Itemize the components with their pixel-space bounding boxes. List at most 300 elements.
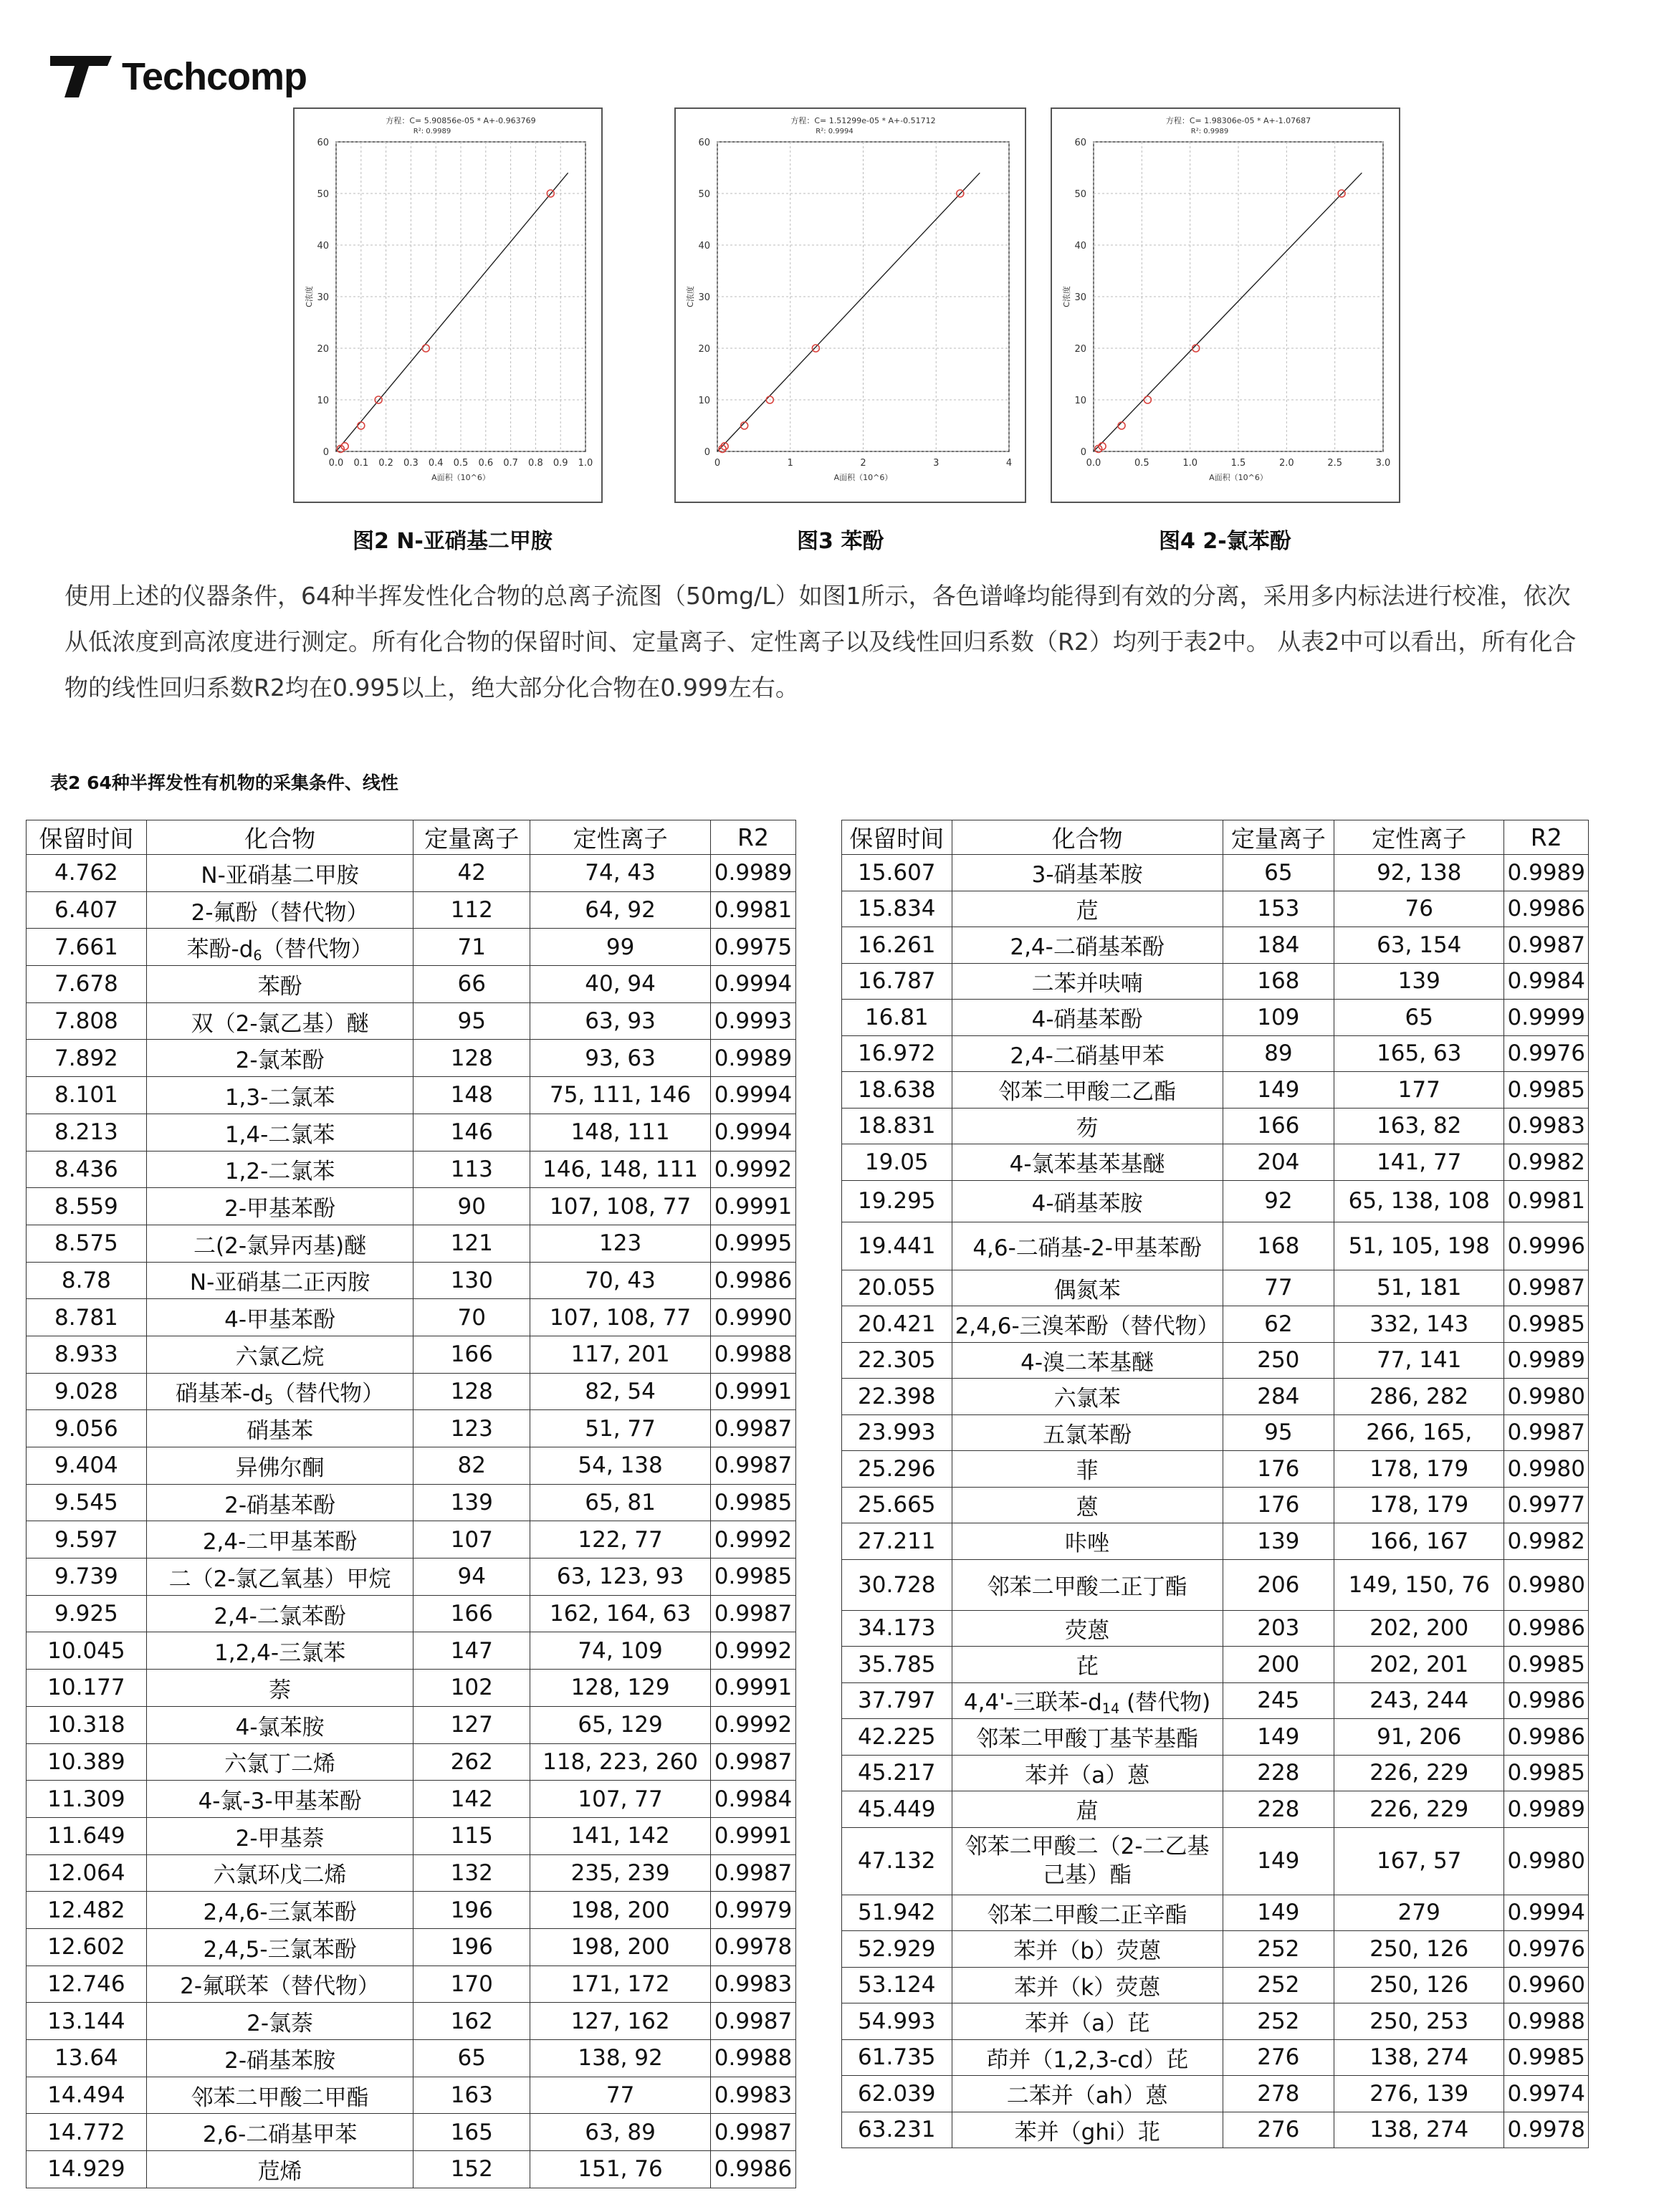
table-cell: 10.177 bbox=[27, 1670, 147, 1707]
table-cell: 六氯苯 bbox=[952, 1379, 1223, 1415]
table-cell: 1,3-二氯苯 bbox=[146, 1077, 413, 1114]
table-cell: 苯酚$-d_6$（替代物） bbox=[146, 929, 413, 966]
table-cell: 74, 109 bbox=[530, 1632, 711, 1670]
table-cell: 0.9989 bbox=[710, 1040, 795, 1077]
table-cell: 276, 139 bbox=[1334, 2076, 1504, 2112]
table-cell: 萘 bbox=[146, 1670, 413, 1707]
table-cell: 2-硝基苯酚 bbox=[146, 1484, 413, 1521]
table-cell: 63, 93 bbox=[530, 1002, 711, 1040]
table-cell: 65 bbox=[1334, 1000, 1504, 1036]
table-row bbox=[842, 1072, 1589, 1109]
table-row bbox=[842, 1306, 1589, 1343]
table-cell: 202, 200 bbox=[1334, 1610, 1504, 1647]
table-cell: 二(2-氯异丙基)醚 bbox=[146, 1225, 413, 1262]
table-cell: 0.9976 bbox=[1504, 1035, 1589, 1072]
x-tick-label: 1.5 bbox=[1230, 458, 1246, 469]
table-cell: 66 bbox=[413, 966, 530, 1003]
table-cell: 70, 43 bbox=[530, 1262, 711, 1299]
table-cell: 18.831 bbox=[842, 1108, 952, 1144]
table-cell: 332, 143 bbox=[1334, 1306, 1504, 1343]
table-row bbox=[27, 1299, 796, 1336]
table-cell: 0.9988 bbox=[710, 1336, 795, 1373]
table-cell: 102 bbox=[413, 1670, 530, 1707]
table-cell: 115 bbox=[413, 1817, 530, 1854]
table-cell: 51.942 bbox=[842, 1895, 952, 1931]
table-cell: 0.9985 bbox=[1504, 1755, 1589, 1791]
table-row bbox=[842, 1144, 1589, 1181]
table-cell: 262 bbox=[413, 1743, 530, 1781]
table-row bbox=[27, 1854, 796, 1892]
table-header-cell: 定量离子 bbox=[413, 820, 530, 855]
table-cell: 0.9985 bbox=[1504, 2039, 1589, 2076]
table-cell: 14.494 bbox=[27, 2077, 147, 2114]
y-tick-label: 10 bbox=[317, 396, 329, 406]
table-cell: 0.9983 bbox=[710, 1966, 795, 2003]
table-cell: 8.213 bbox=[27, 1114, 147, 1151]
table-cell: 4-甲基苯酚 bbox=[146, 1299, 413, 1336]
chart-equation: 方程：C= 5.90856e-05 * A+-0.963769 bbox=[386, 116, 536, 125]
table-cell: 9.545 bbox=[27, 1484, 147, 1521]
table-row bbox=[27, 1336, 796, 1373]
table-cell: 53.124 bbox=[842, 1967, 952, 2003]
table-cell: 23.993 bbox=[842, 1414, 952, 1451]
table-cell: 22.305 bbox=[842, 1342, 952, 1379]
table-cell: 0.9984 bbox=[710, 1781, 795, 1818]
table-row bbox=[27, 1077, 796, 1114]
table-cell: 22.398 bbox=[842, 1379, 952, 1415]
table-row bbox=[27, 1595, 796, 1632]
table-cell: 0.9989 bbox=[1504, 1342, 1589, 1379]
table-cell: 92 bbox=[1223, 1180, 1334, 1222]
y-tick-label: 50 bbox=[317, 189, 329, 200]
table-cell: 双（2-氯乙基）醚 bbox=[146, 1002, 413, 1040]
table-cell: 六氯环戊二烯 bbox=[146, 1854, 413, 1892]
table-cell: 250 bbox=[1223, 1342, 1334, 1379]
table-cell: 苯并（k）荧蒽 bbox=[952, 1967, 1223, 2003]
table-cell: 0.9986 bbox=[710, 2151, 795, 2188]
table-cell: 0.9986 bbox=[1504, 1682, 1589, 1719]
table-cell: 63.231 bbox=[842, 2112, 952, 2148]
table-cell: 139 bbox=[413, 1484, 530, 1521]
table-cell: 149 bbox=[1223, 1719, 1334, 1756]
table-cell: 4-硝基苯酚 bbox=[952, 1000, 1223, 1036]
table-header-row bbox=[842, 820, 1589, 855]
chart-r2: R²: 0.9989 bbox=[1190, 128, 1229, 135]
y-axis-label: C浓度 bbox=[305, 286, 314, 307]
table-cell: 2,4-二氯苯酚 bbox=[146, 1595, 413, 1632]
table-row bbox=[842, 963, 1589, 1000]
table-row bbox=[842, 1270, 1589, 1306]
table-cell: 0.9988 bbox=[710, 2040, 795, 2077]
table-cell: 4,4'-三联苯$-d_{14}$ (替代物) bbox=[952, 1682, 1223, 1719]
table-cell: 咔唑 bbox=[952, 1523, 1223, 1560]
table-cell: 149, 150, 76 bbox=[1334, 1559, 1504, 1610]
table-cell: 149 bbox=[1223, 1072, 1334, 1109]
table-row bbox=[27, 929, 796, 966]
table-cell: 130 bbox=[413, 1262, 530, 1299]
table-cell: 0.9989 bbox=[1504, 855, 1589, 891]
chart-n-nitrosodimethylamine bbox=[293, 107, 603, 503]
table-cell: 27.211 bbox=[842, 1523, 952, 1560]
table-cell: 2,4,6-三溴苯酚（替代物） bbox=[952, 1306, 1223, 1343]
table-header-row bbox=[27, 820, 796, 855]
table-cell: 蒽 bbox=[952, 1487, 1223, 1523]
table-cell: 70 bbox=[413, 1299, 530, 1336]
x-tick-label: 0.2 bbox=[378, 458, 393, 469]
table-cell: 0.9986 bbox=[1504, 1719, 1589, 1756]
table-cell: 93, 63 bbox=[530, 1040, 711, 1077]
table-cell: 45.449 bbox=[842, 1791, 952, 1828]
table-cell: 0.9978 bbox=[1504, 2112, 1589, 2148]
table-cell: 0.9995 bbox=[710, 1225, 795, 1262]
table-cell: 0.9991 bbox=[710, 1373, 795, 1410]
table-row bbox=[27, 1521, 796, 1559]
table-cell: 14.772 bbox=[27, 2114, 147, 2151]
table-row bbox=[27, 2077, 796, 2114]
table-cell: 0.9985 bbox=[1504, 1647, 1589, 1683]
table-cell: 0.9987 bbox=[710, 2003, 795, 2040]
table-cell: 9.056 bbox=[27, 1410, 147, 1447]
table-title: 表2 64种半挥发性有机物的采集条件、线性 bbox=[50, 772, 398, 793]
table-cell: 0.9992 bbox=[710, 1151, 795, 1188]
table-cell: 19.05 bbox=[842, 1144, 952, 1181]
x-tick-label: 4 bbox=[1005, 458, 1013, 469]
table-cell: 13.144 bbox=[27, 2003, 147, 2040]
table-cell: 菲 bbox=[952, 1451, 1223, 1488]
table-cell: 203 bbox=[1223, 1610, 1334, 1647]
y-tick-label: 20 bbox=[317, 344, 329, 355]
table-cell: 茚并（1,2,3-cd）芘 bbox=[952, 2039, 1223, 2076]
x-tick-label: 2.0 bbox=[1278, 458, 1294, 469]
table-cell: 90 bbox=[413, 1188, 530, 1225]
table-row bbox=[842, 1342, 1589, 1379]
table-cell: 235, 239 bbox=[530, 1854, 711, 1892]
table-cell: 0.9987 bbox=[710, 1410, 795, 1447]
table-cell: 10.318 bbox=[27, 1706, 147, 1743]
table-row bbox=[842, 1523, 1589, 1560]
table-cell: 165, 63 bbox=[1334, 1035, 1504, 1072]
table-cell: 141, 142 bbox=[530, 1817, 711, 1854]
x-tick-label: 0 bbox=[714, 458, 721, 469]
table-cell: 170 bbox=[413, 1966, 530, 2003]
table-cell: 284 bbox=[1223, 1379, 1334, 1415]
table-cell: 0.9987 bbox=[710, 1447, 795, 1485]
table-row bbox=[842, 2003, 1589, 2040]
table-cell: 162 bbox=[413, 2003, 530, 2040]
table-cell: 165 bbox=[413, 2114, 530, 2151]
table-cell: 82, 54 bbox=[530, 1373, 711, 1410]
table-cell: 0.9986 bbox=[1504, 891, 1589, 927]
table-cell: 邻苯二甲酸丁基苄基酯 bbox=[952, 1719, 1223, 1756]
chart-r2: R²: 0.9994 bbox=[816, 128, 854, 135]
table-cell: 243, 244 bbox=[1334, 1682, 1504, 1719]
table-cell: 74, 43 bbox=[530, 855, 711, 892]
table-cell: 2-氟酚（替代物） bbox=[146, 891, 413, 929]
y-tick-label: 60 bbox=[698, 138, 710, 148]
table-cell: 64, 92 bbox=[530, 891, 711, 929]
table-cell: 166 bbox=[413, 1336, 530, 1373]
table-cell: 151, 76 bbox=[530, 2151, 711, 2188]
table-cell: 176 bbox=[1223, 1487, 1334, 1523]
table-cell: 0.9991 bbox=[710, 1670, 795, 1707]
table-cell: 250, 126 bbox=[1334, 1931, 1504, 1968]
table-cell: 166, 167 bbox=[1334, 1523, 1504, 1560]
table-cell: 邻苯二甲酸二乙酯 bbox=[952, 1072, 1223, 1109]
table-cell: 51, 105, 198 bbox=[1334, 1222, 1504, 1270]
table-cell: 0.9977 bbox=[1504, 1487, 1589, 1523]
table-cell: 19.295 bbox=[842, 1180, 952, 1222]
table-cell: 12.602 bbox=[27, 1928, 147, 1966]
table-cell: 42.225 bbox=[842, 1719, 952, 1756]
table-cell: 13.64 bbox=[27, 2040, 147, 2077]
table-cell: 0.9974 bbox=[1504, 2076, 1589, 2112]
table-cell: 0.9985 bbox=[1504, 1072, 1589, 1109]
table-cell: 40, 94 bbox=[530, 966, 711, 1003]
x-tick-label: 0.8 bbox=[528, 458, 543, 469]
table-cell: 128 bbox=[413, 1040, 530, 1077]
table-row bbox=[27, 1781, 796, 1818]
table-cell: 177 bbox=[1334, 1072, 1504, 1109]
table-row bbox=[842, 927, 1589, 964]
table-cell: 4-氯-3-甲基苯酚 bbox=[146, 1781, 413, 1818]
figure-caption: 图3 苯酚 bbox=[797, 529, 884, 554]
techcomp-logo-icon bbox=[50, 52, 116, 102]
table-cell: 196 bbox=[413, 1892, 530, 1929]
table-cell: 0.9980 bbox=[1504, 1379, 1589, 1415]
table-cell: 0.9991 bbox=[710, 1817, 795, 1854]
table-cell: 荧蒽 bbox=[952, 1610, 1223, 1647]
table-cell: 0.9992 bbox=[710, 1521, 795, 1559]
table-row bbox=[842, 2039, 1589, 2076]
table-cell: 63, 123, 93 bbox=[530, 1559, 711, 1596]
table-cell: 107, 108, 77 bbox=[530, 1299, 711, 1336]
table-cell: 0.9999 bbox=[1504, 1000, 1589, 1036]
table-cell: 邻苯二甲酸二甲酯 bbox=[146, 2077, 413, 2114]
table-cell: 226, 229 bbox=[1334, 1791, 1504, 1828]
table-header-cell: R2 bbox=[1504, 820, 1589, 855]
table-row bbox=[27, 1188, 796, 1225]
table-cell: 0.9981 bbox=[710, 891, 795, 929]
table-cell: 198, 200 bbox=[530, 1928, 711, 1966]
table-cell: 0.9987 bbox=[710, 1595, 795, 1632]
table-cell: 200 bbox=[1223, 1647, 1334, 1683]
x-tick-label: 0.5 bbox=[453, 458, 469, 469]
table-cell: 127 bbox=[413, 1706, 530, 1743]
table-cell: 8.101 bbox=[27, 1077, 147, 1114]
table-cell: 95 bbox=[413, 1002, 530, 1040]
table-cell: 18.638 bbox=[842, 1072, 952, 1109]
y-tick-label: 40 bbox=[698, 241, 710, 252]
table-cell: 六氯丁二烯 bbox=[146, 1743, 413, 1781]
table-cell: 266, 165, bbox=[1334, 1414, 1504, 1451]
table-cell: 139 bbox=[1334, 963, 1504, 1000]
table-cell: 123 bbox=[530, 1225, 711, 1262]
table-row bbox=[842, 1931, 1589, 1968]
table-cell: 0.9987 bbox=[1504, 927, 1589, 964]
table-cell: 146, 148, 111 bbox=[530, 1151, 711, 1188]
table-row bbox=[842, 1559, 1589, 1610]
table-row bbox=[842, 2112, 1589, 2148]
table-cell: 138, 274 bbox=[1334, 2112, 1504, 2148]
table-cell: 176 bbox=[1223, 1451, 1334, 1488]
x-tick-label: 0.5 bbox=[1134, 458, 1149, 469]
table-cell: 276 bbox=[1223, 2039, 1334, 2076]
table-cell: 16.787 bbox=[842, 963, 952, 1000]
table-row bbox=[27, 1817, 796, 1854]
table-cell: 苯酚 bbox=[146, 966, 413, 1003]
table-cell: 118, 223, 260 bbox=[530, 1743, 711, 1781]
table-cell: 芘 bbox=[952, 1647, 1223, 1683]
table-cell: 127, 162 bbox=[530, 2003, 711, 2040]
table-cell: 2,6-二硝基甲苯 bbox=[146, 2114, 413, 2151]
table-cell: 162, 164, 63 bbox=[530, 1595, 711, 1632]
table-cell: 0.9989 bbox=[710, 855, 795, 892]
table-cell: 0.9989 bbox=[1504, 1791, 1589, 1828]
table-cell: 0.9994 bbox=[1504, 1895, 1589, 1931]
table-cell: 8.575 bbox=[27, 1225, 147, 1262]
table-row bbox=[27, 1040, 796, 1077]
table-row bbox=[27, 1002, 796, 1040]
x-tick-label: 0.3 bbox=[403, 458, 419, 469]
y-tick-label: 30 bbox=[698, 292, 710, 303]
table-cell: 4.762 bbox=[27, 855, 147, 892]
x-tick-label: 3 bbox=[933, 458, 940, 469]
table-row bbox=[842, 1379, 1589, 1415]
table-cell: 0.9987 bbox=[1504, 1270, 1589, 1306]
table-cell: 91, 206 bbox=[1334, 1719, 1504, 1756]
table-row bbox=[27, 966, 796, 1003]
y-tick-label: 50 bbox=[1074, 189, 1086, 200]
table-cell: 63, 154 bbox=[1334, 927, 1504, 964]
table-cell: 0.9994 bbox=[710, 1114, 795, 1151]
table-cell: 2,4-二甲基苯酚 bbox=[146, 1521, 413, 1559]
table-cell: 10.045 bbox=[27, 1632, 147, 1670]
table-row bbox=[842, 1487, 1589, 1523]
table-cell: 51, 181 bbox=[1334, 1270, 1504, 1306]
table-cell: 168 bbox=[1223, 1222, 1334, 1270]
logo-text: Techcomp bbox=[122, 55, 307, 98]
table-row bbox=[842, 1610, 1589, 1647]
x-tick-label: 0.9 bbox=[553, 458, 568, 469]
table-cell: 0.9978 bbox=[710, 1928, 795, 1966]
table-cell: 152 bbox=[413, 2151, 530, 2188]
table-cell: 2-氟联苯（替代物） bbox=[146, 1966, 413, 2003]
table-cell: 77, 141 bbox=[1334, 1342, 1504, 1379]
table-cell: 15.834 bbox=[842, 891, 952, 927]
y-tick-label: 0 bbox=[1080, 447, 1086, 458]
table-cell: 139 bbox=[1223, 1523, 1334, 1560]
table-cell: 122, 77 bbox=[530, 1521, 711, 1559]
table-row bbox=[842, 1755, 1589, 1791]
table-cell: 107, 108, 77 bbox=[530, 1188, 711, 1225]
table-cell: 132 bbox=[413, 1854, 530, 1892]
table-cell: 苯并（a）蒽 bbox=[952, 1755, 1223, 1791]
table-cell: 77 bbox=[1223, 1270, 1334, 1306]
table-cell: 77 bbox=[530, 2077, 711, 2114]
table-cell: 166 bbox=[413, 1595, 530, 1632]
table-cell: 148 bbox=[413, 1077, 530, 1114]
table-cell: 0.9983 bbox=[710, 2077, 795, 2114]
table-cell: 1,2-二氯苯 bbox=[146, 1151, 413, 1188]
table-cell: 109 bbox=[1223, 1000, 1334, 1036]
table-cell: 95 bbox=[1223, 1414, 1334, 1451]
table-cell: 0.9980 bbox=[1504, 1827, 1589, 1895]
table-cell: 65, 138, 108 bbox=[1334, 1180, 1504, 1222]
table-cell: 128 bbox=[413, 1373, 530, 1410]
table-cell: 245 bbox=[1223, 1682, 1334, 1719]
x-tick-label: 0.0 bbox=[1086, 458, 1101, 469]
table-row bbox=[842, 1108, 1589, 1144]
table-row bbox=[27, 1225, 796, 1262]
table-row bbox=[842, 1414, 1589, 1451]
table-cell: 163, 82 bbox=[1334, 1108, 1504, 1144]
x-tick-label: 1 bbox=[787, 458, 793, 469]
x-axis-label: A面积（10^6） bbox=[431, 473, 490, 482]
x-tick-label: 2.5 bbox=[1327, 458, 1343, 469]
table-row bbox=[27, 1373, 796, 1410]
table-cell: 7.661 bbox=[27, 929, 147, 966]
table-cell: 苊烯 bbox=[146, 2151, 413, 2188]
table-cell: 202, 201 bbox=[1334, 1647, 1504, 1683]
table-row bbox=[842, 1000, 1589, 1036]
table-row bbox=[27, 2003, 796, 2040]
chart-equation: 方程：C= 1.51299e-05 * A+-0.51712 bbox=[790, 116, 936, 125]
table-cell: 45.217 bbox=[842, 1755, 952, 1791]
y-tick-label: 30 bbox=[317, 292, 329, 303]
table-row bbox=[27, 891, 796, 929]
table-cell: 178, 179 bbox=[1334, 1451, 1504, 1488]
table-header-cell: 化合物 bbox=[146, 820, 413, 855]
table-cell: 异佛尔酮 bbox=[146, 1447, 413, 1485]
table-cell: 113 bbox=[413, 1151, 530, 1188]
table-cell: 25.665 bbox=[842, 1487, 952, 1523]
table-cell: 117, 201 bbox=[530, 1336, 711, 1373]
table-cell: 178, 179 bbox=[1334, 1487, 1504, 1523]
table-cell: 89 bbox=[1223, 1035, 1334, 1072]
y-tick-label: 50 bbox=[698, 189, 710, 200]
table-cell: 107 bbox=[413, 1521, 530, 1559]
table-cell: 9.739 bbox=[27, 1559, 147, 1596]
y-tick-label: 20 bbox=[1074, 344, 1086, 355]
table-cell: 128, 129 bbox=[530, 1670, 711, 1707]
table-cell: 4-氯苯胺 bbox=[146, 1706, 413, 1743]
table-cell: 204 bbox=[1223, 1144, 1334, 1181]
chart-equation: 方程：C= 1.98306e-05 * A+-1.07687 bbox=[1165, 116, 1311, 125]
table-cell: 228 bbox=[1223, 1791, 1334, 1828]
table-cell: 五氯苯酚 bbox=[952, 1414, 1223, 1451]
table-cell: 196 bbox=[413, 1928, 530, 1966]
table-cell: 2,4-二硝基甲苯 bbox=[952, 1035, 1223, 1072]
table-cell: 8.781 bbox=[27, 1299, 147, 1336]
table-cell: 0.9982 bbox=[1504, 1523, 1589, 1560]
table-row bbox=[27, 1928, 796, 1966]
table-cell: 二苯并呋喃 bbox=[952, 963, 1223, 1000]
table-cell: 30.728 bbox=[842, 1559, 952, 1610]
table-cell: 0.9993 bbox=[710, 1002, 795, 1040]
table-cell: 149 bbox=[1223, 1827, 1334, 1895]
table-row bbox=[842, 1791, 1589, 1828]
table-cell: 0.9987 bbox=[710, 1743, 795, 1781]
table-cell: 0.9991 bbox=[710, 1188, 795, 1225]
table-cell: 2-甲基苯酚 bbox=[146, 1188, 413, 1225]
table-row bbox=[27, 1559, 796, 1596]
table-cell: 252 bbox=[1223, 1931, 1334, 1968]
y-tick-label: 10 bbox=[1074, 396, 1086, 406]
table-row bbox=[842, 1222, 1589, 1270]
table-row bbox=[27, 1966, 796, 2003]
table-cell: 11.309 bbox=[27, 1781, 147, 1818]
table-cell: 35.785 bbox=[842, 1647, 952, 1683]
